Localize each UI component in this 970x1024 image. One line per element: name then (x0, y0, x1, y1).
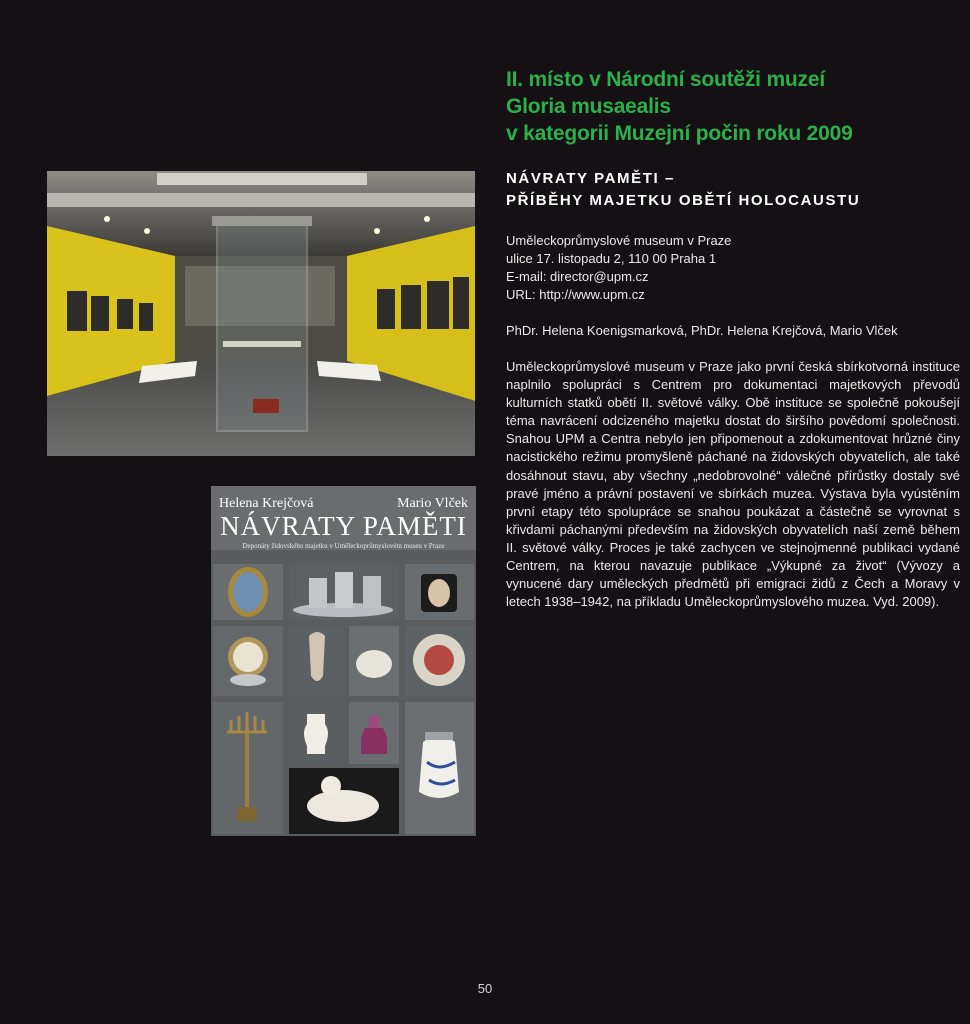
title-line-2: PŘÍBĚHY MAJETKU OBĚTÍ HOLOCAUSTU (506, 192, 861, 209)
exhibition-photo (47, 171, 475, 456)
award-heading (506, 66, 946, 147)
page-number: 50 (477, 981, 493, 996)
exhibition-hall-image (47, 171, 475, 456)
museum-email: E-mail: director@upm.cz (506, 269, 649, 284)
authors-line: PhDr. Helena Koenigsmarková, PhDr. Helena Krejčová, Mario Vlček (506, 323, 898, 338)
museum-url: URL: http://www.upm.cz (506, 287, 645, 302)
title-line-1: NÁVRATY PAMĚTI – (506, 170, 675, 187)
cover-author-2: Mario Vlček (397, 496, 468, 511)
candelabra-icon (245, 727, 249, 807)
award-line-3: v kategorii Muzejní počin roku 2009 (506, 122, 853, 145)
body-paragraph: Uměleckoprůmyslové museum v Praze jako první česká sbírkotvorná instituce naplnilo spolupráci s Centrem pro dokumentaci majetkových převodů kulturních statků obětí II. světové války. Obě instituce se společně pokoušejí téma navrácení odcizeného majetku dostat do širšího povědomí společnosti. Snahou UPM a Centra nebylo jen připomenout a zdokumentovat hrůzné činy nacistického režimu promyšleně páchané na židovských obyvatelích, ale také dosáhnout stavu, aby všechny „nedobrovolné“ válečné přírůstky dostaly své pravé jméno a právní postavení ve sbírkách muzea. Výstava byla vyústěním první etapy této spolupráce se snahou poukázat a částečně se vyrovnat s křivdami páchanými především na židovských obyvatelích naší země během II. světové války. Proces je také zachycen ve stejnojmenné publikaci vydané Centrem, na kterou navazuje publikace „Výkupné za život“ (Vývozy a vynucené dary uměleckých předmětů při emigraci židů z Čech a Moravy v letech 1938–1942, na příkladu Uměleckoprůmyslového muzea. Vyd. 2009). (506, 359, 960, 610)
cover-object-grid (211, 552, 476, 836)
cover-subtitle: Deponáty židovského majetku v Uměleckoprůmyslovém museu v Praze (242, 542, 445, 550)
cover-authors (219, 496, 468, 512)
cover-title: NÁVRATY PAMĚTI (220, 511, 467, 541)
pipe-icon (309, 632, 325, 681)
museum-address (506, 232, 946, 304)
cover-author-1: Helena Krejčová (219, 496, 314, 511)
book-cover (211, 486, 476, 836)
porcelain-dog-icon (307, 790, 379, 822)
museum-street: ulice 17. listopadu 2, 110 00 Praha 1 (506, 251, 717, 266)
vase-icon (304, 714, 328, 754)
porcelain-cup-icon (356, 650, 392, 678)
article-title (506, 168, 946, 212)
glass-flask-icon (361, 728, 387, 754)
award-line-1: II. místo v Národní soutěži muzeí (506, 68, 825, 91)
museum-name: Uměleckoprůmyslové museum v Praze (506, 233, 732, 248)
award-line-2: Gloria musaealis (506, 95, 671, 118)
